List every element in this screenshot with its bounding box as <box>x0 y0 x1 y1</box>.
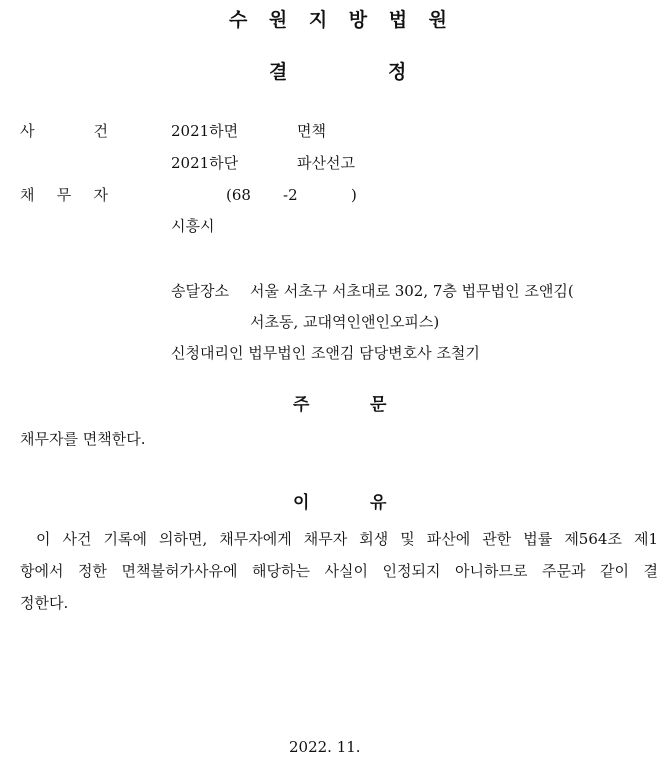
doc-type-left: 결 <box>269 61 288 83</box>
court-title-char: 수 <box>229 9 248 31</box>
debtor-label-char: 자 <box>93 186 108 204</box>
case-number-1: 2021하면 <box>171 122 239 140</box>
order-heading-left: 주 <box>293 395 310 415</box>
delivery-address-line1: 서울 서초구 서초대로 302, 7층 법무법인 조앤김( <box>250 282 574 300</box>
debtor-label <box>20 185 108 205</box>
applicant-agent: 신청대리인 법무법인 조앤김 담당변호사 조철기 <box>171 344 480 362</box>
reason-line-1: 이 사건 기록에 의하면, 채무자에게 채무자 회생 및 파산에 관한 법률 제564조 제1 <box>36 530 658 548</box>
debtor-label-char: 무 <box>56 186 72 204</box>
court-title-char: 지 <box>308 9 328 31</box>
doc-type-right: 정 <box>388 61 407 83</box>
debtor-id-part-a: (68 <box>226 186 251 204</box>
case-number-2: 2021하단 <box>171 154 239 172</box>
delivery-address-line2: 서초동, 교대역인앤인오피스) <box>250 313 440 331</box>
case-label <box>20 121 108 141</box>
debtor-id-part-b: -2 <box>283 186 298 204</box>
order-text: 채무자를 면책한다. <box>20 430 146 448</box>
case-label-char: 건 <box>93 122 108 140</box>
case-name-2: 파산선고 <box>297 154 355 172</box>
case-name-1: 면책 <box>297 122 326 140</box>
debtor-label-char: 채 <box>20 186 35 204</box>
court-title <box>229 10 447 30</box>
court-title-char: 원 <box>428 9 447 31</box>
reason-heading-right: 유 <box>370 493 387 513</box>
case-label-char: 사 <box>20 122 35 140</box>
reason-heading-left: 이 <box>293 493 310 513</box>
court-title-char: 원 <box>268 9 288 31</box>
decision-date: 2022. 11. <box>289 738 361 756</box>
order-heading-right: 문 <box>370 395 387 415</box>
court-title-char: 법 <box>388 9 408 31</box>
delivery-label: 송달장소 <box>171 282 229 300</box>
reason-line-2: 항에서 정한 면책불허가사유에 해당하는 사실이 인정되지 아니하므로 주문과 같이 결 <box>20 562 658 580</box>
reason-line-3: 정한다. <box>20 594 69 612</box>
court-title-char: 방 <box>348 9 368 31</box>
debtor-id-part-c: ) <box>351 186 357 204</box>
debtor-address: 시흥시 <box>171 217 215 235</box>
